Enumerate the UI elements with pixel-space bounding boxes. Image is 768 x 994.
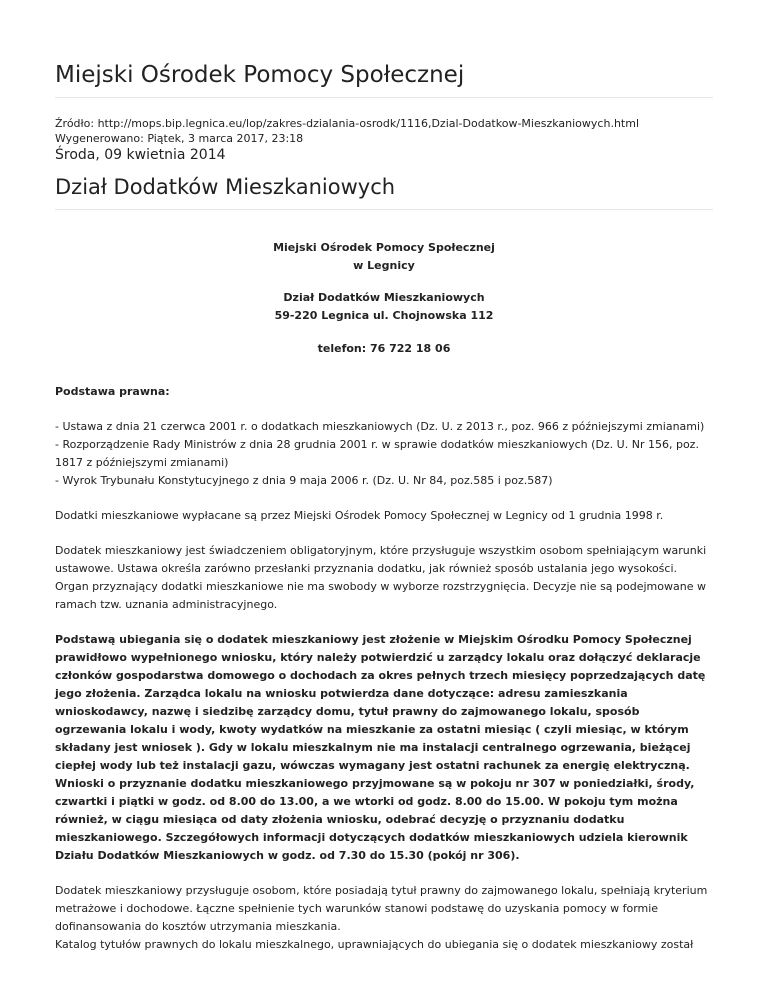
- dept-address: 59-220 Legnica ul. Chojnowska 112: [274, 309, 494, 322]
- legal-basis-list: [55, 418, 713, 490]
- org-city: w Legnicy: [353, 259, 415, 272]
- generated-date: Wygenerowano: Piątek, 3 marca 2017, 23:18: [55, 132, 304, 145]
- divider: [55, 97, 713, 98]
- list-item: - Wyrok Trybunału Konstytucyjnego z dnia 9 maja 2006 r. (Dz. U. Nr 84, poz.585 i poz.587): [55, 474, 553, 487]
- org-name: Miejski Ośrodek Pomocy Społecznej: [273, 241, 495, 254]
- dept-name: Dział Dodatków Mieszkaniowych: [283, 291, 485, 304]
- paragraph: Podstawą ubiegania się o dodatek mieszkaniowy jest złożenie w Miejskim Ośrodku Pomocy Społecznej prawidłowo wypełnionego wniosku, który należy potwierdzić u zarządcy lokalu oraz dołączyć deklaracje członków gospodarstwa domowego o dochodach za okres pełnych trzech miesięcy poprzedzających datę jego złożenia. Zarządca lokalu na wniosku potwierdza dane dotyczące: adresu zamieszkania wnioskodawcy, nazwę i siedzibę zarządcy domu, tytuł prawny do zajmowanego lokalu, sposób ogrzewania lokalu i wody, kwoty wydatków na mieszkanie za ostatni miesiąc ( czyli miesiąc, w którym składany jest wniosek ). Gdy w lokalu mieszkalnym nie ma instalacji centralnego ogrzewania, bieżącej ciepłej wody lub też instalacji gazu, wówczas wymagany jest ostatni rachunek za energię elektryczną.: [55, 633, 706, 772]
- article-title: Dział Dodatków Mieszkaniowych: [55, 175, 396, 199]
- site-title: Miejski Ośrodek Pomocy Społecznej: [55, 62, 465, 88]
- paragraph: Dodatek mieszkaniowy przysługuje osobom, które posiadają tytuł prawny do zajmowanego lokalu, spełniają kryterium metrażowe i dochodowe. Łączne spełnienie tych warunków stanowi podstawę do uzyskania pomocy w formie dofinansowania do kosztów utrzymania mieszkania.: [55, 884, 708, 933]
- paragraph: Dodatek mieszkaniowy jest świadczeniem obligatoryjnym, które przysługuje wszystkim osobom spełniającym warunki ustawowe. Ustawa określa zarówno przesłanki przyznania dodatku, jak również sposób ustalania jego wysokości. Organ przyznający dodatki mieszkaniowe nie ma swobody w wyborze rozstrzygnięcia. Decyzje nie są podejmowane w ramach tzw. uznania administracyjnego.: [55, 544, 707, 611]
- phone: telefon: 76 722 18 06: [317, 342, 451, 355]
- org-header: [55, 239, 713, 275]
- paragraph: Wnioski o przyznanie dodatku mieszkaniowego przyjmowane są w pokoju nr 307 w poniedziałki, środy, czwartki i piątki w godz. od 8.00 do 13.00, a we wtorki od godz. 8.00 do 15.00. W pokoju tym można również, w ciągu miesiąca od daty złożenia wniosku, odebrać decyzję o przyznaniu dodatku mieszkaniowego. Szczegółowych informacji dotyczących dodatków mieszkaniowych udziela kierownik Działu Dodatków Mieszkaniowych w godz. od 7.30 do 15.30 (pokój nr 306).: [55, 777, 695, 862]
- application-info: [55, 631, 713, 865]
- divider: [55, 209, 713, 210]
- publication-date: Środa, 09 kwietnia 2014: [55, 147, 226, 163]
- eligibility-info: [55, 882, 713, 954]
- paragraph: Katalog tytułów prawnych do lokalu mieszkalnego, uprawniających do ubiegania się o dodatek mieszkaniowy został: [55, 938, 694, 951]
- legal-basis-heading: Podstawa prawna:: [55, 385, 170, 398]
- list-item: - Ustawa z dnia 21 czerwca 2001 r. o dodatkach mieszkaniowych (Dz. U. z 2013 r., poz. 966 z późniejszymi zmianami): [55, 420, 705, 433]
- list-item: - Rozporządzenie Rady Ministrów z dnia 28 grudnia 2001 r. w sprawie dodatków mieszkaniowych (Dz. U. Nr 156, poz. 1817 z późniejszymi zmianami): [55, 438, 699, 469]
- source-url: Źródło: http://mops.bip.legnica.eu/lop/zakres-dzialania-osrodk/1116,Dzial-Dodatkow-Mieszkaniowych.html: [55, 117, 639, 130]
- meta-info: [55, 116, 713, 146]
- article-content: [55, 239, 713, 954]
- dept-header: [55, 289, 713, 325]
- paragraph: Dodatki mieszkaniowe wypłacane są przez Miejski Ośrodek Pomocy Społecznej w Legnicy od 1 grudnia 1998 r.: [55, 509, 664, 522]
